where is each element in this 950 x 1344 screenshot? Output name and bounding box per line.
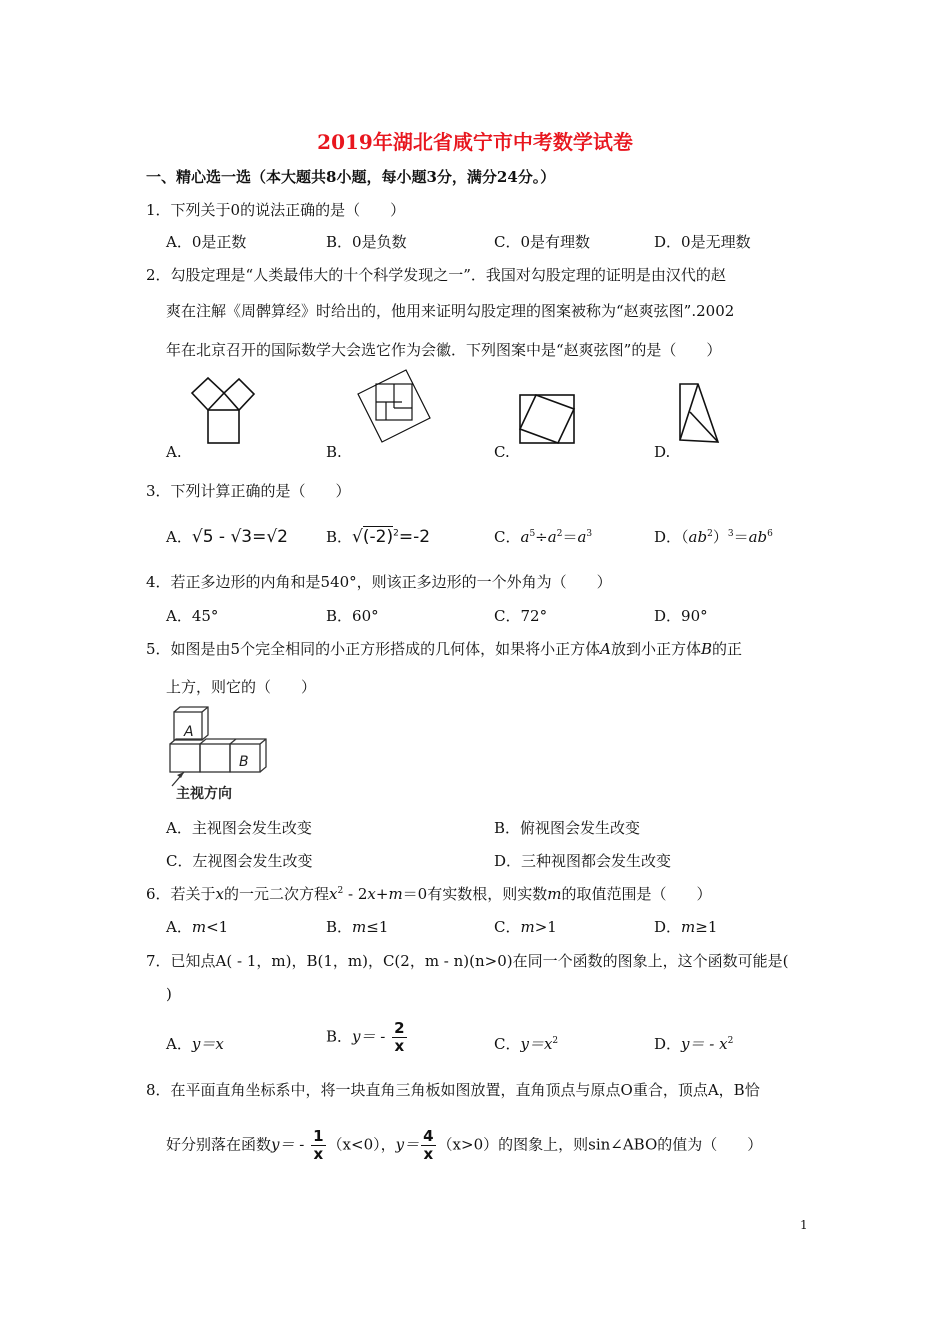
q3-option-b: B．$√(-2)^2=-2$ [326, 527, 431, 547]
figure-caption: 主视方向 [176, 786, 232, 802]
question-3-stem: 3．下列计算正确的是（ ） [146, 482, 351, 500]
q1-option-b: B．0是负数 [326, 233, 407, 251]
question-6-stem: 6．若关于x的一元二次方程$x^2 - 2x+m=0$有实数根，则实数m的取值范围是（ ） [146, 885, 712, 903]
question-7-line-1: 7．已知点A( - 1，m)，B(1，m)，C(2，m - n)(n>0)在同一个函数的图象上，这个函数可能是( [146, 952, 789, 970]
q4-option-b: B．60° [326, 607, 379, 625]
question-5-line-2: 上方，则它的（ ） [166, 678, 317, 696]
q2-option-a: A. [166, 443, 182, 461]
q1-option-c: C．0是有理数 [494, 233, 591, 251]
question-1-stem: 1．下列关于0的说法正确的是（ ） [146, 201, 406, 219]
q2-option-c: C. [494, 443, 510, 461]
q6-option-d: D．m≥1 [654, 918, 718, 936]
figure-zhao-shuang-diagram [519, 394, 575, 444]
page-title: 2019年湖北省咸宁市中考数学试卷 [317, 130, 633, 154]
q5-option-d: D．三种视图都会发生改变 [494, 852, 672, 870]
q7-option-b: B．y＝ - $\frac{2}{x}$ [326, 1019, 405, 1055]
question-2-line-3: 年在北京召开的国际数学大会选它作为会徽．下列图案中是“赵爽弦图”的是（ ） [166, 341, 722, 359]
q4-option-d: D．90° [654, 607, 708, 625]
q6-option-b: B．m≤1 [326, 918, 389, 936]
q2-option-b: B. [326, 443, 342, 461]
q1-option-a: A．0是正数 [166, 233, 247, 251]
question-2-line-2: 爽在注解《周髀算经》时给出的，他用来证明勾股定理的图案被称为“赵爽弦图”.2002 [166, 302, 735, 320]
q3-option-a: A．√5 - √3=√2 [166, 527, 288, 547]
section-heading: 一、精心选一选（本大题共8小题，每小题3分，满分24分。） [146, 168, 556, 186]
figure-pythagoras-squares [188, 376, 258, 446]
q2-option-d: D. [654, 443, 671, 461]
q6-option-c: C．m>1 [494, 918, 557, 936]
q3-option-d: D．$(ab^2)^3=ab^6$ [654, 528, 773, 546]
figure-cube-stack [166, 706, 276, 802]
q1-option-d: D．0是无理数 [654, 233, 751, 251]
question-8-line-2: 好分别落在函数y＝ - $\frac{1}{x}$ （x<0），y＝ $\frac{4}{x}$ （x>0）的图象上，则sin∠ABO的值为（ ） [166, 1127, 763, 1163]
q5-option-a: A．主视图会发生改变 [166, 819, 312, 837]
question-2-line-1: 2．勾股定理是“人类最伟大的十个科学发现之一”．我国对勾股定理的证明是由汉代的赵 [146, 266, 726, 284]
figure-label-a: A [184, 724, 194, 740]
question-8-line-1: 8．在平面直角坐标系中，将一块直角三角板如图放置，直角顶点与原点O重合，顶点A，B恰 [146, 1081, 760, 1099]
question-4-stem: 4．若正多边形的内角和是540°，则该正多边形的一个外角为（ ） [146, 573, 612, 591]
question-5-line-1: 5．如图是由5个完全相同的小正方形搭成的几何体，如果将小正方体A放到小正方体B的正 [146, 640, 742, 658]
question-7-line-2: ) [166, 985, 172, 1003]
q5-option-b: B．俯视图会发生改变 [494, 819, 641, 837]
q3-option-c: C．$a^5\div a^2=a^3$ [494, 528, 593, 546]
q4-option-a: A．45° [166, 607, 219, 625]
q5-option-c: C．左视图会发生改变 [166, 852, 313, 870]
q7-option-c: C．$y=x^2$ [494, 1035, 559, 1053]
q4-option-c: C．72° [494, 607, 548, 625]
figure-label-b: B [239, 754, 249, 770]
q7-option-a: A．y＝x [166, 1035, 224, 1053]
q7-option-d: D．$y= - x^2$ [654, 1035, 734, 1053]
page-number: 1 [800, 1218, 808, 1232]
figure-rotated-squares [356, 368, 436, 448]
figure-triangle [678, 382, 722, 444]
q6-option-a: A．m<1 [166, 918, 229, 936]
